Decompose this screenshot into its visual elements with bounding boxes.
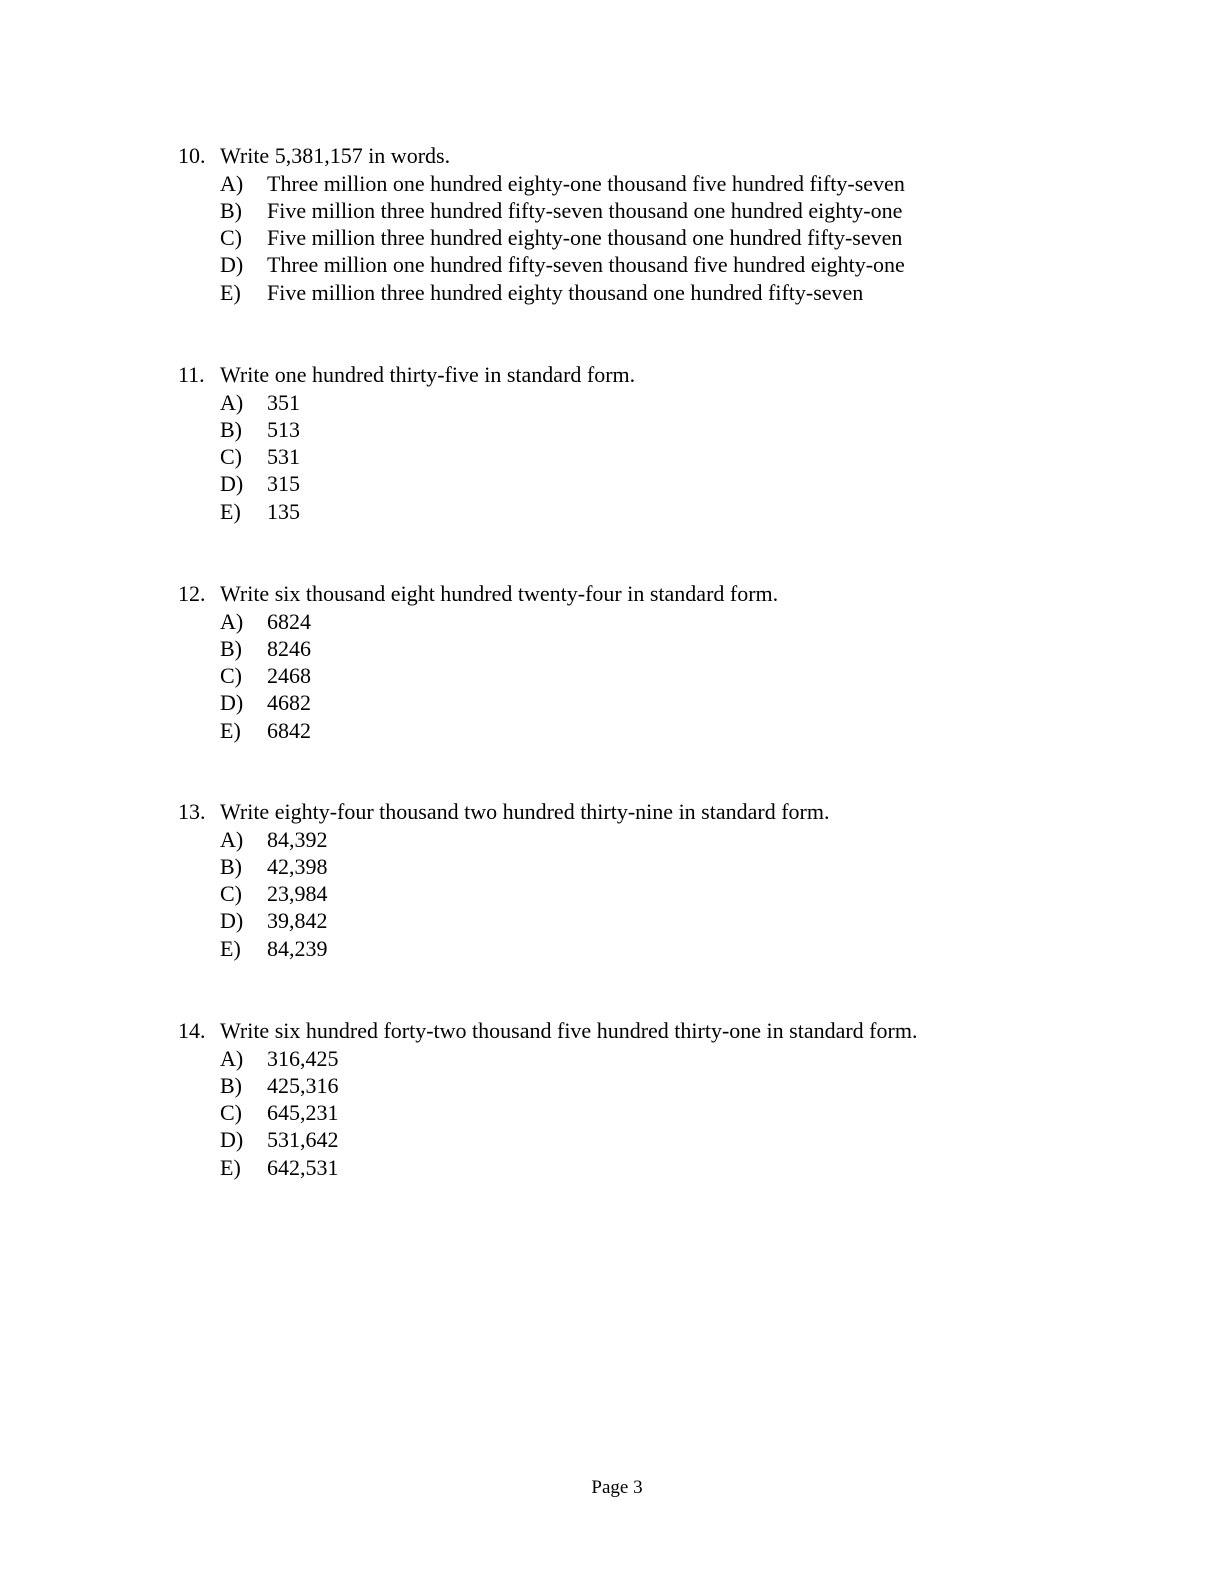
option-letter: B) — [220, 416, 242, 442]
answer-option-e — [220, 279, 1058, 306]
option-letter: E) — [220, 1154, 241, 1180]
option-letter: A) — [220, 389, 244, 415]
option-text: 4682 — [267, 690, 311, 716]
option-letter: B) — [220, 853, 242, 879]
answer-option-a — [220, 389, 1058, 416]
option-letter: A) — [220, 170, 244, 196]
option-text: 425,316 — [267, 1072, 339, 1098]
option-text: 316,425 — [267, 1045, 339, 1071]
option-letter: B) — [220, 635, 242, 661]
question-number: 14. — [178, 1018, 206, 1043]
option-text: 642,531 — [267, 1154, 339, 1180]
option-text: 84,392 — [267, 826, 328, 852]
answer-option-d — [220, 907, 1058, 934]
option-text: 513 — [267, 416, 300, 442]
option-text: 84,239 — [267, 935, 328, 961]
question-stem — [178, 1017, 1058, 1045]
option-letter: D) — [220, 471, 244, 497]
option-text: 645,231 — [267, 1100, 339, 1126]
page-number: Page 3 — [591, 1477, 643, 1498]
question-text: Write 5,381,157 in words. — [220, 143, 451, 168]
question-number: 12. — [178, 581, 206, 606]
answer-option-b — [220, 853, 1058, 880]
option-letter: E) — [220, 717, 241, 743]
question-stem — [178, 142, 1058, 170]
option-letter: D) — [220, 1127, 244, 1153]
option-text: Three million one hundred fifty-seven thousand five hundred eighty-one — [267, 252, 905, 278]
answer-option-c — [220, 1099, 1058, 1126]
question-number: 11. — [178, 362, 205, 387]
answer-option-a — [220, 1045, 1058, 1072]
answer-option-b — [220, 416, 1058, 443]
option-text: 42,398 — [267, 853, 328, 879]
question-12 — [178, 580, 1058, 744]
answer-option-a — [220, 826, 1058, 853]
answer-option-e — [220, 498, 1058, 525]
option-letter: B) — [220, 1072, 242, 1098]
question-14 — [178, 1017, 1058, 1181]
question-text: Write one hundred thirty-five in standard form. — [220, 362, 636, 387]
option-letter: E) — [220, 498, 241, 524]
option-letter: A) — [220, 826, 244, 852]
option-text: Three million one hundred eighty-one thousand five hundred fifty-seven — [267, 170, 905, 196]
answer-options — [178, 389, 1058, 525]
option-text: 39,842 — [267, 908, 328, 934]
answer-option-a — [220, 608, 1058, 635]
option-letter: E) — [220, 279, 241, 305]
answer-options — [178, 1045, 1058, 1181]
answer-option-a — [220, 170, 1058, 197]
question-number: 13. — [178, 799, 206, 824]
option-letter: C) — [220, 881, 242, 907]
option-text: 531 — [267, 444, 300, 470]
answer-option-d — [220, 1126, 1058, 1153]
answer-option-e — [220, 935, 1058, 962]
answer-option-b — [220, 197, 1058, 224]
answer-options — [178, 170, 1058, 306]
question-stem — [178, 580, 1058, 608]
question-text: Write eighty-four thousand two hundred thirty-nine in standard form. — [220, 799, 830, 824]
option-text: 6842 — [267, 717, 311, 743]
answer-option-d — [220, 689, 1058, 716]
option-letter: A) — [220, 608, 244, 634]
answer-option-c — [220, 662, 1058, 689]
option-text: 6824 — [267, 608, 311, 634]
option-letter: C) — [220, 225, 242, 251]
option-letter: A) — [220, 1045, 244, 1071]
question-number: 10. — [178, 143, 206, 168]
option-text: 351 — [267, 389, 300, 415]
option-letter: D) — [220, 690, 244, 716]
option-text: 315 — [267, 471, 300, 497]
answer-option-d — [220, 251, 1058, 278]
question-11 — [178, 361, 1058, 525]
option-text: 2468 — [267, 663, 311, 689]
question-text: Write six thousand eight hundred twenty-four in standard form. — [220, 581, 779, 606]
answer-option-d — [220, 470, 1058, 497]
option-letter: E) — [220, 935, 241, 961]
answer-option-e — [220, 1154, 1058, 1181]
answer-option-e — [220, 717, 1058, 744]
option-text: 23,984 — [267, 881, 328, 907]
answer-option-c — [220, 443, 1058, 470]
option-letter: C) — [220, 1100, 242, 1126]
answer-option-c — [220, 224, 1058, 251]
option-letter: C) — [220, 663, 242, 689]
question-stem — [178, 798, 1058, 826]
option-letter: C) — [220, 444, 242, 470]
question-10 — [178, 142, 1058, 306]
answer-option-c — [220, 880, 1058, 907]
option-text: 531,642 — [267, 1127, 339, 1153]
question-stem — [178, 361, 1058, 389]
option-letter: D) — [220, 252, 244, 278]
question-13 — [178, 798, 1058, 962]
option-text: Five million three hundred eighty thousand one hundred fifty-seven — [267, 279, 864, 305]
question-text: Write six hundred forty-two thousand five hundred thirty-one in standard form. — [220, 1018, 918, 1043]
answer-options — [178, 608, 1058, 744]
answer-options — [178, 826, 1058, 962]
option-text: 135 — [267, 498, 300, 524]
option-letter: D) — [220, 908, 244, 934]
option-text: Five million three hundred fifty-seven thousand one hundred eighty-one — [267, 197, 903, 223]
option-text: Five million three hundred eighty-one thousand one hundred fifty-seven — [267, 225, 903, 251]
answer-option-b — [220, 1072, 1058, 1099]
option-text: 8246 — [267, 635, 311, 661]
option-letter: B) — [220, 197, 242, 223]
answer-option-b — [220, 635, 1058, 662]
